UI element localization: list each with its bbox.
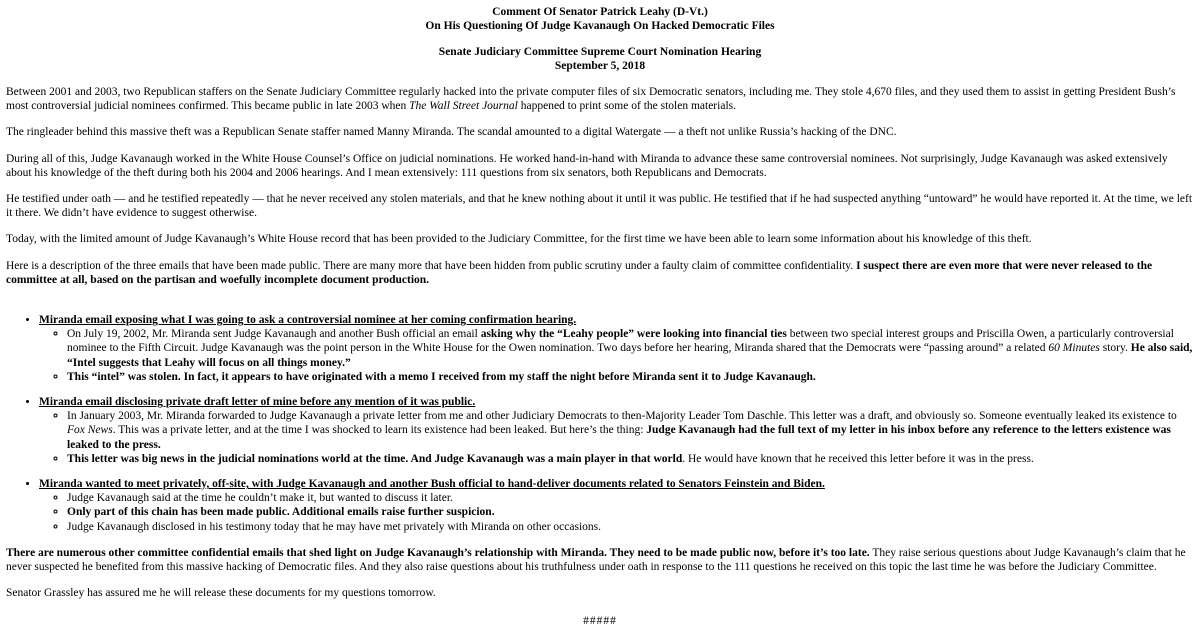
- sub-list-item: ◦ This “intel” was stolen. In fact, it appears to have originated with a memo I received from my staff the night before Miranda sent it to Judge Kavanaugh.: [67, 370, 1194, 384]
- paragraph-7: There are numerous other committee confidential emails that shed light on Judge Kavanaugh’s relationship with Miranda. They need to be made public now, before it’s too late. They raise serious questions about Judge Kavanaugh’s claim that he never suspected he benefited from this massive hacking of Democratic files. And they also raise questions about his truthfulness under oath in response to the 111 questions he received on this topic the last time he was before the Judiciary Committee.: [6, 546, 1186, 574]
- bullet-2-title: Miranda email disclosing private draft letter of mine before any mention of it was public.: [39, 396, 476, 409]
- paragraph-4: He testified under oath — and he testified repeatedly — that he never received any stolen materials, and that he knew nothing about it until it was public. He testified that if he had suspected anything “untoward” he would have reported it. At the time, we left it there. We didn’t have evidence to suggest otherwise.: [6, 193, 1193, 220]
- sub-list: [39, 491, 1194, 534]
- header-title-line2: On His Questioning Of Judge Kavanaugh On Hacked Democratic Files: [425, 20, 775, 32]
- sub-list-item: ◦ Judge Kavanaugh disclosed in his testimony today that he may have met privately with Miranda on other occasions.: [67, 520, 1194, 534]
- sub-list: [39, 327, 1194, 384]
- bullet-1-title: Miranda email exposing what I was going to ask a controversial nominee at her coming confirmation hearing.: [39, 314, 577, 327]
- paragraph-1: Between 2001 and 2003, two Republican staffers on the Senate Judiciary Committee regularly hacked into the private computer files of six Democratic senators, including me. They stole 4,670 files, and they used them to assist in getting President Bush’s most controversial judicial nominees confirmed. This became public in late 2003 when The Wall Street Journal happened to print some of the stolen materials.: [6, 86, 1176, 113]
- sub-list: [39, 409, 1194, 466]
- sub-list-item: ◦ This letter was big news in the judicial nominations world at the time. And Judge Kavanaugh was a main player in that world. He would have known that he received this letter before it was in the press.: [67, 452, 1194, 466]
- sub-list-item: ◦ On July 19, 2002, Mr. Miranda sent Judge Kavanaugh and another Bush official an email asking why the “Leahy people” were looking into financial ties between two special interest groups and Priscilla Owen, a particularly controversial nominee to the Fifth Circuit. Judge Kavanaugh was the point person in the White House for the Owen nomination. Two days before her hearing, Miranda shared that the Democrats were “passing around” a related 60 Minutes story. He also said, “Intel suggests that Leahy will focus on all things money.”: [67, 327, 1194, 370]
- newspaper-title: The Wall Street Journal: [409, 100, 518, 113]
- sub-list-item: ◦ In January 2003, Mr. Miranda forwarded to Judge Kavanaugh a private letter from me and other Judiciary Democrats to then-Majority Leader Tom Daschle. This letter was a draft, and obviously so. Someone eventually leaked its existence to Fox News. This was a private letter, and at the time I was shocked to learn its existence had been leaked. But here’s the thing: Judge Kavanaugh had the full text of my letter in his inbox before any reference to the letters existence was leaked to the press.: [67, 409, 1194, 452]
- sub-list-item: ◦ Only part of this chain has been made public. Additional emails raise further suspicion.: [67, 505, 1194, 519]
- hearing-name: Senate Judiciary Committee Supreme Court Nomination Hearing: [438, 46, 762, 58]
- email-list: [6, 313, 1194, 534]
- hearing-header: [6, 45, 1194, 73]
- paragraph-2: The ringleader behind this massive theft was a Republican Senate staffer named Manny Miranda. The scandal amounted to a digital Watergate — a theft not unlike Russia’s hacking of the DNC.: [6, 126, 897, 139]
- paragraph-3: During all of this, Judge Kavanaugh worked in the White House Counsel’s Office on judicial nominations. He worked hand-in-hand with Miranda to advance these same controversial nominees. Not surprisingly, Judge Kavanaugh was asked extensively about his knowledge of the theft during both his 2004 and 2006 hearings. And I mean extensively: 111 questions from six senators, both Republicans and Democrats.: [6, 152, 1168, 179]
- hearing-date: September 5, 2018: [554, 60, 646, 72]
- end-mark: #####: [583, 615, 617, 627]
- sub-list-item: ◦ Judge Kavanaugh said at the time he couldn’t make it, but wanted to discuss it later.: [67, 491, 1194, 505]
- header-title-line1: Comment Of Senator Patrick Leahy (D-Vt.): [492, 6, 708, 18]
- list-item: [39, 395, 1194, 466]
- paragraph-6: Here is a description of the three emails that have been made public. There are many more that have been hidden from public scrutiny under a faulty claim of committee confidentiality. I suspect there are even more that were never released to the committee at all, based on the partisan and woefully incomplete document production.: [6, 259, 1153, 286]
- bullet-3-title: Miranda wanted to meet privately, off-site, with Judge Kavanaugh and another Bush official to hand-deliver documents related to Senators Feinstein and Biden.: [39, 478, 825, 491]
- document-header: [6, 5, 1194, 33]
- list-item: [39, 313, 1194, 384]
- paragraph-5: Today, with the limited amount of Judge Kavanaugh’s White House record that has been provided to the Judiciary Committee, for the first time we have been able to learn some information about his knowledge of this theft.: [6, 233, 1032, 246]
- list-item: [39, 477, 1194, 534]
- paragraph-8: Senator Grassley has assured me he will release these documents for my questions tomorrow.: [6, 587, 436, 600]
